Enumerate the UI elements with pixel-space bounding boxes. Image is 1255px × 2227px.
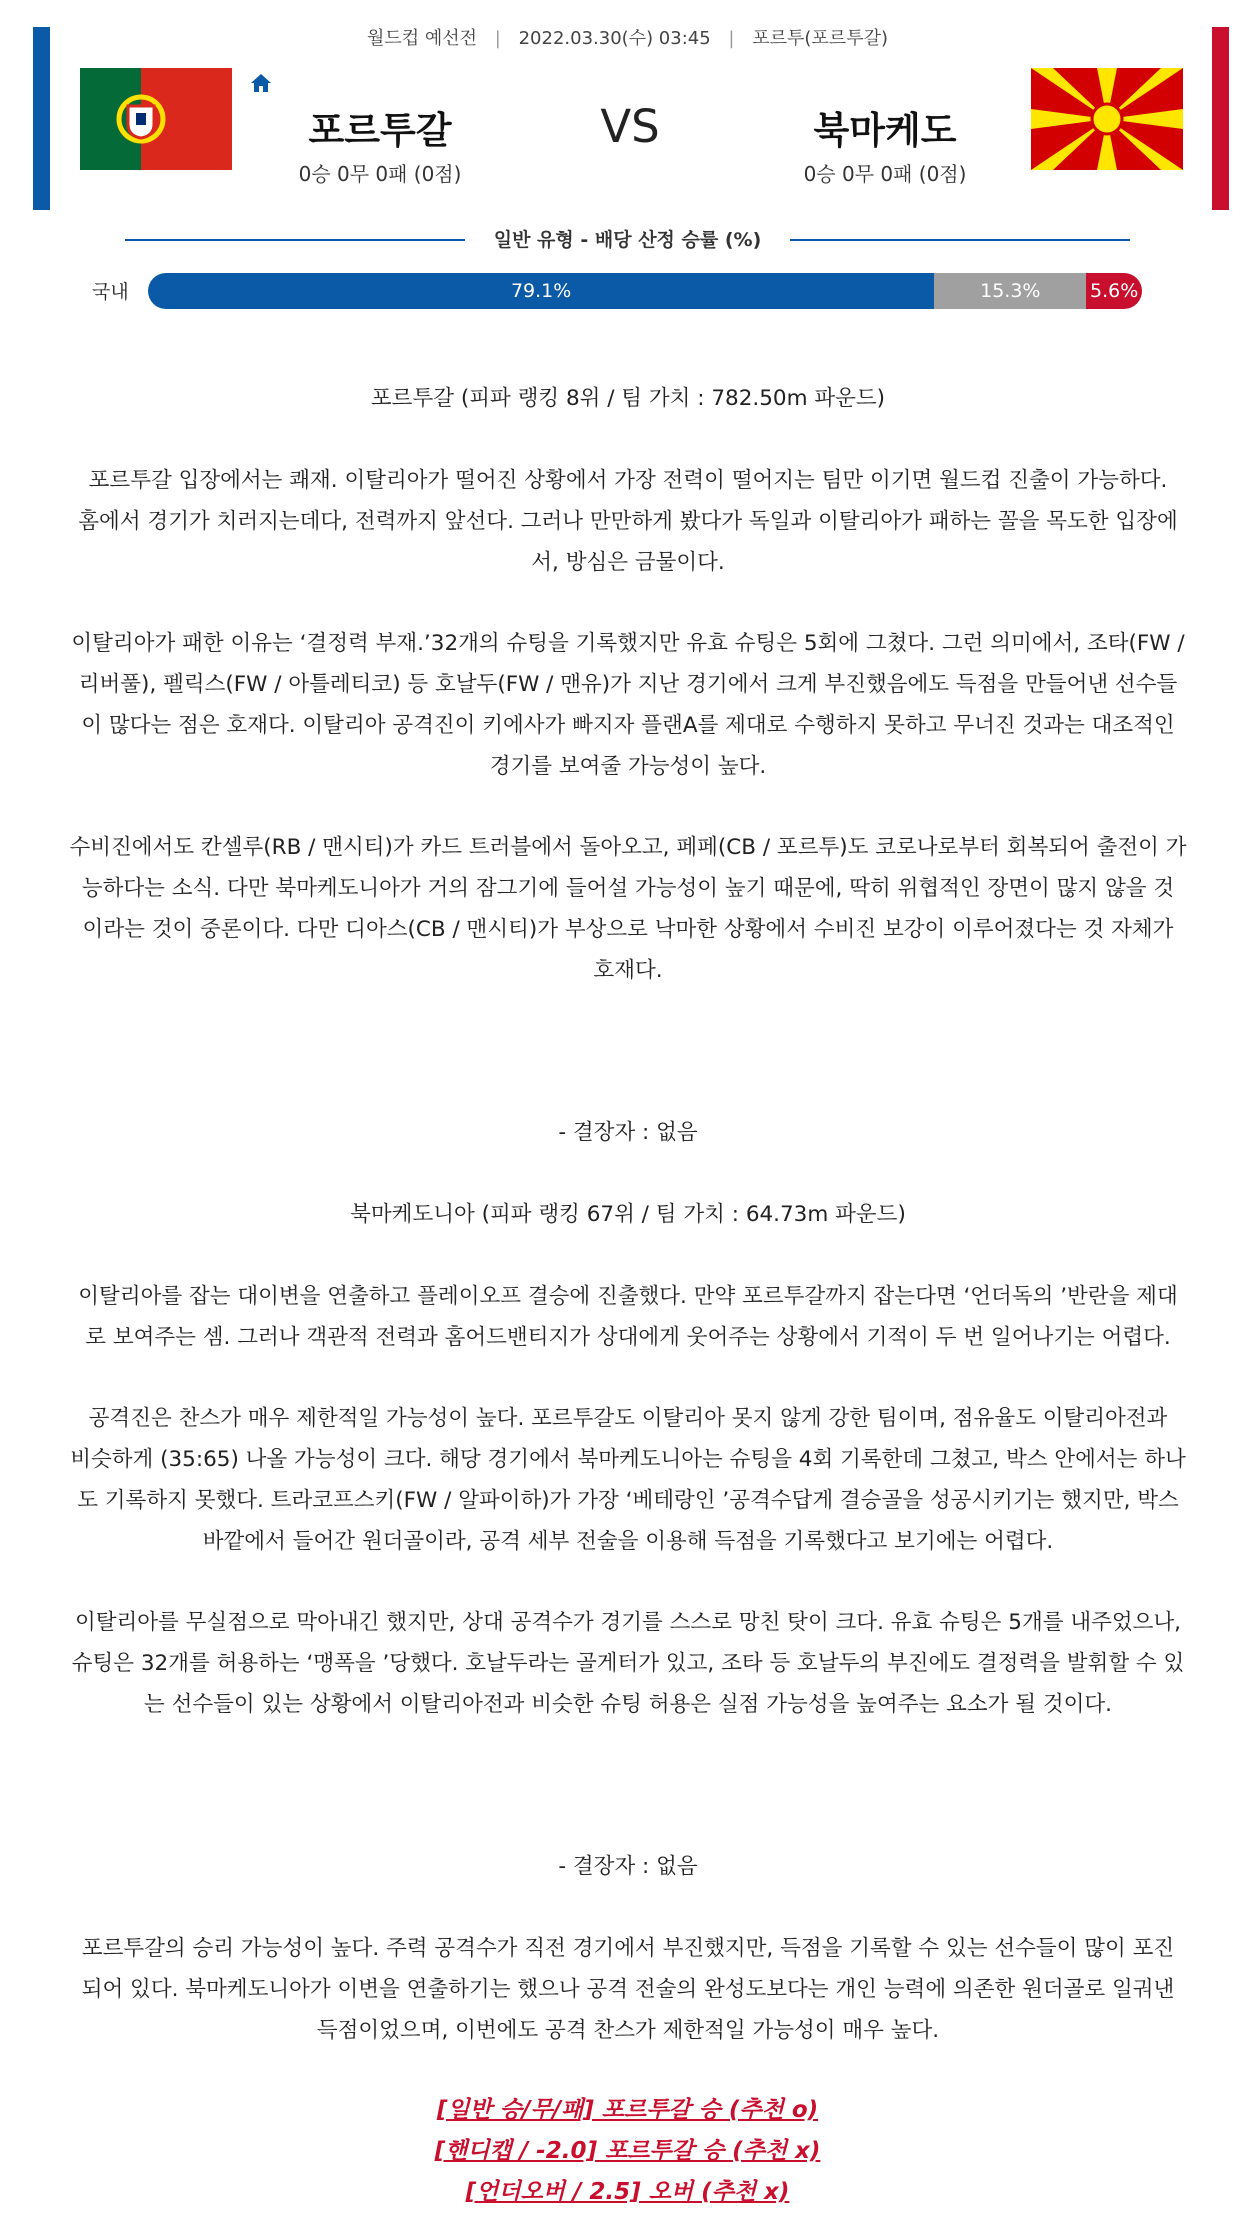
away-absentees: - 결장자 : 없음 xyxy=(558,1854,698,1879)
home-team-color-bar xyxy=(33,27,50,210)
home-absentees: - 결장자 : 없음 xyxy=(558,1120,698,1145)
away-team-heading: 북마케도니아 (피파 랭킹 67위 / 팀 가치 : 64.73m 파운드) xyxy=(350,1202,906,1227)
portugal-flag-icon xyxy=(80,68,232,170)
text-line: 포르투갈 입장에서는 쾌재. 이탈리아가 떨어진 상황에서 가장 전력이 떨어지는 팀만 이기면 월드컵 진출이 가능하다. xyxy=(88,468,1168,493)
pick-over-under[interactable]: [언더오버 / 2.5] 오버 (추천 x) xyxy=(465,2179,790,2205)
text-line: 수비진에서도 칸셀루(RB / 맨시티)가 카드 트러블에서 돌아오고, 페페(CB / 포르투)도 코로나로부터 회복되어 출전이 가 xyxy=(69,835,1187,860)
text-line: 리버풀), 펠릭스(FW / 아틀레티코) 등 호날두(FW / 맨유)가 지난 경기에서 크게 부진했음에도 득점을 만들어낸 선수들 xyxy=(78,672,1178,697)
home-win-value: 79.1% xyxy=(510,280,572,302)
text-line: 능하다는 소식. 다만 북마케도니아가 거의 잠그기에 들어설 가능성이 높기 때문에, 딱히 위협적인 장면이 많지 않을 것 xyxy=(81,876,1175,901)
text-line: 슈팅은 32개를 허용하는 ‘맹폭을 ’당했다. 호날두라는 골게터가 있고, 조타 등 호날두의 부진에도 결정력을 발휘할 수 있 xyxy=(71,1651,1185,1676)
text-line: 로 보여주는 셈. 그러나 객관적 전력과 홈어드밴티지가 상대에게 웃어주는 상황에서 기적이 두 번 일어나기는 어렵다. xyxy=(85,1325,1171,1350)
draw-segment xyxy=(934,273,1086,309)
home-team-heading: 포르투갈 (피파 랭킹 8위 / 팀 가치 : 782.50m 파운드) xyxy=(370,386,886,411)
text-line: 이탈리아를 잡는 대이변을 연출하고 플레이오프 결승에 진출했다. 만약 포르투갈까지 잡는다면 ‘언더독의 ’반란을 제대 xyxy=(78,1284,1178,1309)
odds-section-title: 일반 유형 - 배당 산정 승률 (%) xyxy=(493,229,762,251)
away-win-segment xyxy=(1086,273,1142,309)
text-line: 비슷하게 (35:65) 나올 가능성이 크다. 해당 경기에서 북마케도니아는 슈팅을 4회 기록한데 그쳤고, 박스 안에서는 하나 xyxy=(70,1447,1186,1472)
paragraph xyxy=(28,1276,1228,1358)
pick-moneyline[interactable]: [일반 승/무/패] 포르투갈 승 (추천 o) xyxy=(436,2097,819,2123)
home-team-name[interactable]: 포르투갈 xyxy=(308,109,452,152)
away-team-name[interactable]: 북마케도 xyxy=(813,109,957,152)
odds-bar xyxy=(148,273,1142,309)
draw-value: 15.3% xyxy=(980,280,1041,302)
picks-list xyxy=(0,2090,1255,2213)
text-line: 서, 방심은 금물이다. xyxy=(531,550,725,575)
separator: | xyxy=(494,28,501,49)
paragraph xyxy=(28,1602,1228,1725)
away-team-color-bar xyxy=(1212,27,1229,210)
home-icon[interactable] xyxy=(249,71,273,95)
text-line: 홈에서 경기가 치러지는데다, 전력까지 앞선다. 그러나 만만하게 봤다가 독일과 이탈리아가 패하는 꼴을 목도한 입장에 xyxy=(78,509,1178,534)
paragraph xyxy=(28,1398,1228,1562)
paragraph xyxy=(28,1928,1228,2051)
text-line: 호재다. xyxy=(593,958,663,983)
vs-label: VS xyxy=(600,100,660,153)
paragraph xyxy=(28,827,1228,991)
text-line: 이탈리아가 패한 이유는 ‘결정력 부재.’32개의 슈팅을 기록했지만 유효 슈팅은 5회에 그쳤다. 그런 의미에서, 조타(FW / xyxy=(71,631,1185,656)
text-line: 공격진은 찬스가 매우 제한적일 가능성이 높다. 포르투갈도 이탈리아 못지 않게 강한 팀이며, 점유율도 이탈리아전과 xyxy=(88,1406,1168,1431)
paragraph xyxy=(28,623,1228,787)
text-line: 경기를 보여줄 가능성이 높다. xyxy=(489,754,767,779)
away-team-record: 0승 0무 0패 (0점) xyxy=(803,162,967,186)
text-line: 도 기록하지 못했다. 트라코프스키(FW / 알파이하)가 가장 ‘베테랑인 ’공격수답게 결승골을 성공시키기는 했지만, 박스 xyxy=(77,1488,1179,1513)
pick-handicap[interactable]: [핸디캡 / -2.0] 포르투갈 승 (추천 x) xyxy=(434,2138,821,2164)
text-line: 되어 있다. 북마케도니아가 이변을 연출하기는 했으나 공격 전술의 완성도보다는 개인 능력에 의존한 원더골로 일궈낸 xyxy=(81,1977,1175,2002)
home-win-segment xyxy=(148,273,934,309)
match-venue: 포르투(포르투갈) xyxy=(752,28,888,49)
separator: | xyxy=(728,28,735,49)
match-datetime: 2022.03.30(수) 03:45 xyxy=(518,28,711,49)
text-line: 포르투갈의 승리 가능성이 높다. 주력 공격수가 직전 경기에서 부진했지만, 득점을 기록할 수 있는 선수들이 많이 포진 xyxy=(81,1936,1175,1961)
text-line: 득점이었으며, 이번에도 공격 찬스가 제한적일 가능성이 매우 높다. xyxy=(316,2018,940,2043)
match-meta xyxy=(0,24,1255,50)
competition-label: 월드컵 예선전 xyxy=(366,28,478,49)
text-line: 바깥에서 들어간 원더골이라, 공격 세부 전술을 이용해 득점을 기록했다고 보기에는 어렵다. xyxy=(202,1529,1054,1554)
away-win-value: 5.6% xyxy=(1090,280,1139,302)
text-line: 이탈리아를 무실점으로 막아내긴 했지만, 상대 공격수가 경기를 스스로 망친 탓이 크다. 유효 슈팅은 5개를 내주었으나, xyxy=(74,1610,1181,1635)
home-team-record: 0승 0무 0패 (0점) xyxy=(298,162,462,186)
odds-row-label: 국내 xyxy=(92,281,129,303)
north-macedonia-flag-icon xyxy=(1031,68,1183,170)
text-line: 는 선수들이 있는 상황에서 이탈리아전과 비슷한 슈팅 허용은 실점 가능성을 높여주는 요소가 될 것이다. xyxy=(144,1692,1112,1717)
text-line: 이 많다는 점은 호재다. 이탈리아 공격진이 키에사가 빠지자 플랜A를 제대로 수행하지 못하고 무너진 것과는 대조적인 xyxy=(81,713,1175,738)
text-line: 이라는 것이 중론이다. 다만 디아스(CB / 맨시티)가 부상으로 낙마한 상황에서 수비진 보강이 이루어졌다는 것 자체가 xyxy=(82,917,1174,942)
paragraph xyxy=(28,460,1228,583)
